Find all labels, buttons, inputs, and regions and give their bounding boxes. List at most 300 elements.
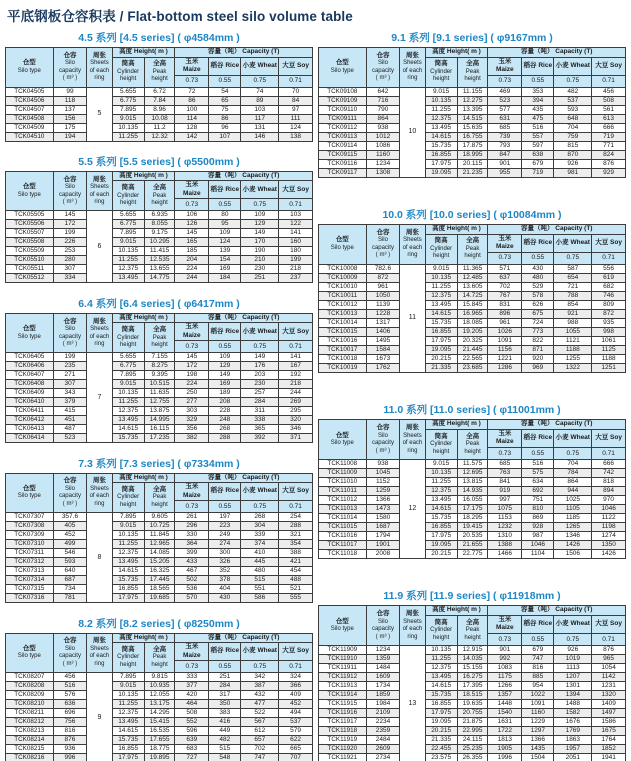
table-row — [6, 114, 313, 123]
header-cylinder-height: 筒高 Cylinder height — [425, 234, 457, 264]
peak-height-cell: 14.295 — [144, 709, 175, 718]
table-row — [6, 682, 313, 691]
capacity-cell: 199 — [53, 353, 87, 362]
soy-cell: 809 — [592, 300, 626, 309]
header-grain-maize: 玉米 Maize — [175, 57, 209, 75]
maize-cell: 224 — [175, 265, 209, 274]
series-section-4.5 — [5, 29, 313, 142]
peak-height-cell: 14.035 — [457, 654, 488, 663]
table-row — [319, 327, 626, 336]
capacity-cell: 1012 — [366, 132, 400, 141]
wheat-cell: 648 — [554, 114, 592, 123]
rice-cell: 268 — [209, 425, 241, 434]
capacity-cell: 456 — [53, 673, 87, 682]
soy-cell: 494 — [279, 709, 313, 718]
soy-cell: 237 — [279, 274, 313, 283]
maize-cell: 198 — [175, 371, 209, 380]
rice-cell: 169 — [209, 380, 241, 389]
capacity-cell: 1359 — [366, 654, 400, 663]
cylinder-height-cell: 16.855 — [112, 585, 144, 594]
wheat-cell: 387 — [241, 682, 279, 691]
rice-cell: 394 — [522, 96, 554, 105]
soy-cell: 97 — [279, 105, 313, 114]
header-grain-maize: 玉米 Maize — [175, 181, 209, 199]
header-capacity-group: 容量（吨） Capacity (T) — [175, 171, 313, 181]
wheat-cell: 587 — [554, 264, 592, 273]
soy-cell: 70 — [279, 87, 313, 96]
rice-cell: 1091 — [522, 699, 554, 708]
peak-height-cell: 26.355 — [457, 753, 488, 761]
soy-cell: 1409 — [592, 699, 626, 708]
header-peak-height: 全高 Peak height — [144, 57, 175, 87]
soy-cell: 218 — [279, 380, 313, 389]
soy-cell: 1675 — [592, 726, 626, 735]
capacity-cell: 756 — [53, 718, 87, 727]
soy-cell: 456 — [592, 87, 626, 96]
cylinder-height-cell: 10.135 — [425, 96, 457, 105]
capacity-cell: 145 — [53, 211, 87, 220]
soy-cell: 1061 — [592, 336, 626, 345]
cylinder-height-cell: 17.975 — [425, 159, 457, 168]
rice-cell: 352 — [209, 567, 241, 576]
header-cylinder-height: 筒高 Cylinder height — [425, 615, 457, 645]
rice-cell: 95 — [209, 220, 241, 229]
wheat-cell: 109 — [241, 211, 279, 220]
wheat-cell: 654 — [554, 273, 592, 282]
capacity-cell: 334 — [53, 274, 87, 283]
cylinder-height-cell: 10.135 — [425, 273, 457, 282]
table-row — [319, 87, 626, 96]
maize-cell: 702 — [488, 282, 522, 291]
maize-cell: 399 — [175, 549, 209, 558]
silo-type-cell: TCK07308 — [6, 522, 54, 531]
density-rice: 0.55 — [209, 341, 241, 353]
table-head — [6, 48, 313, 88]
wheat-cell: 926 — [554, 159, 592, 168]
soy-cell: 1586 — [592, 717, 626, 726]
header-height-group: 高度 Height( m ) — [425, 48, 488, 58]
rice-cell: 300 — [209, 549, 241, 558]
capacity-cell: 194 — [53, 132, 87, 141]
silo-type-cell: TCK11013 — [319, 504, 367, 513]
capacity-cell: 876 — [53, 736, 87, 745]
table-row — [6, 727, 313, 736]
peak-height-cell: 14.775 — [144, 274, 175, 283]
maize-cell: 1153 — [488, 513, 522, 522]
table-row — [319, 168, 626, 177]
maize-cell: 739 — [488, 132, 522, 141]
soy-cell: 561 — [592, 105, 626, 114]
soy-cell: 269 — [279, 398, 313, 407]
tables-right-column — [318, 29, 626, 761]
capacity-cell: 2109 — [366, 708, 400, 717]
capacity-cell: 696 — [53, 709, 87, 718]
rice-cell: 416 — [209, 718, 241, 727]
maize-cell: 106 — [175, 211, 209, 220]
header-height-group: 高度 Height( m ) — [112, 633, 175, 643]
cylinder-height-cell: 9.015 — [112, 114, 144, 123]
density-wheat: 0.75 — [241, 199, 279, 211]
header-cylinder-height: 筒高 Cylinder height — [112, 57, 144, 87]
tables-left-column — [5, 29, 313, 761]
wheat-cell: 788 — [554, 291, 592, 300]
density-maize: 0.73 — [175, 661, 209, 673]
wheat-cell: 190 — [241, 247, 279, 256]
maize-cell: 1466 — [488, 549, 522, 558]
wheat-cell: 1769 — [554, 726, 592, 735]
soy-cell: 872 — [592, 309, 626, 318]
silo-type-cell: TCK11913 — [319, 681, 367, 690]
wheat-cell: 784 — [554, 468, 592, 477]
table-row — [6, 700, 313, 709]
soy-cell: 1320 — [592, 690, 626, 699]
soy-cell: 742 — [592, 468, 626, 477]
wheat-cell: 338 — [241, 416, 279, 425]
capacity-cell: 636 — [53, 700, 87, 709]
silo-type-cell: TCK05506 — [6, 220, 54, 229]
cylinder-height-cell: 20.215 — [425, 549, 457, 558]
wheat-cell: 268 — [241, 513, 279, 522]
header-grain-wheat: 小麦 Wheat — [241, 483, 279, 501]
table-row — [319, 744, 626, 753]
capacity-cell: 1308 — [366, 168, 400, 177]
rice-cell: 969 — [522, 363, 554, 372]
header-grain-soy: 大豆 Soy — [279, 181, 313, 199]
silo-table-8.2 — [5, 633, 313, 761]
wheat-cell: 612 — [241, 727, 279, 736]
capacity-cell: 343 — [53, 389, 87, 398]
density-maize: 0.73 — [488, 447, 522, 459]
wheat-cell: 410 — [241, 549, 279, 558]
table-row — [6, 531, 313, 540]
maize-cell: 502 — [175, 576, 209, 585]
wheat-cell: 477 — [241, 700, 279, 709]
series-section-5.5 — [5, 153, 313, 284]
peak-height-cell: 6.72 — [144, 87, 175, 96]
silo-type-cell: TCK10014 — [319, 318, 367, 327]
table-row — [319, 105, 626, 114]
rice-cell: 822 — [522, 336, 554, 345]
capacity-cell: 307 — [53, 265, 87, 274]
table-head — [319, 225, 626, 265]
table-row — [6, 229, 313, 238]
maize-cell: 382 — [175, 434, 209, 443]
soy-cell: 665 — [279, 745, 313, 754]
silo-type-cell: TCK10011 — [319, 291, 367, 300]
header-grain-maize: 玉米 Maize — [488, 234, 522, 252]
peak-height-cell: 16.325 — [144, 567, 175, 576]
peak-height-cell: 18.775 — [144, 745, 175, 754]
cylinder-height-cell: 5.655 — [112, 353, 144, 362]
density-maize: 0.73 — [175, 199, 209, 211]
maize-cell: 685 — [488, 459, 522, 468]
table-body — [6, 211, 313, 283]
wheat-cell: 89 — [241, 96, 279, 105]
silo-type-cell: TCK11920 — [319, 744, 367, 753]
soy-cell: 138 — [279, 132, 313, 141]
wheat-cell: 374 — [241, 540, 279, 549]
capacity-cell: 1234 — [366, 159, 400, 168]
tables-layout — [5, 29, 626, 761]
rice-cell: 169 — [209, 265, 241, 274]
cylinder-height-cell: 11.255 — [425, 282, 457, 291]
cylinder-height-cell: 12.375 — [112, 549, 144, 558]
density-soy: 0.71 — [592, 252, 626, 264]
cylinder-height-cell: 11.255 — [112, 398, 144, 407]
wheat-cell: 515 — [241, 576, 279, 585]
soy-cell: 388 — [279, 549, 313, 558]
table-row — [319, 264, 626, 273]
sheets-cell: 10 — [400, 87, 425, 177]
table-row — [6, 594, 313, 603]
silo-table-6.4 — [5, 313, 313, 444]
header-sheets-per-ring: 周张 Sheets of each ring — [87, 473, 112, 513]
table-row — [319, 753, 626, 761]
capacity-cell: 1859 — [366, 690, 400, 699]
rice-cell: 251 — [209, 673, 241, 682]
series-section-11.0 — [318, 401, 626, 559]
silo-type-cell: TCK11912 — [319, 672, 367, 681]
wheat-cell: 854 — [554, 300, 592, 309]
maize-cell: 1540 — [488, 708, 522, 717]
maize-cell: 1722 — [488, 726, 522, 735]
peak-height-cell: 10.295 — [144, 238, 175, 247]
header-grain-soy: 大豆 Soy — [279, 483, 313, 501]
sheets-cell: 8 — [87, 513, 112, 603]
soy-cell: 1350 — [592, 540, 626, 549]
capacity-cell: 790 — [366, 105, 400, 114]
header-row-1 — [6, 473, 313, 483]
capacity-cell: 307 — [53, 380, 87, 389]
maize-cell: 523 — [488, 96, 522, 105]
table-row — [319, 132, 626, 141]
peak-height-cell: 7.84 — [144, 96, 175, 105]
table-row — [6, 434, 313, 443]
rice-cell: 724 — [522, 318, 554, 327]
silo-type-cell: TCK10015 — [319, 327, 367, 336]
header-grain-maize: 玉米 Maize — [175, 483, 209, 501]
rice-cell: 679 — [522, 159, 554, 168]
silo-type-cell: TCK10012 — [319, 300, 367, 309]
silo-type-cell: TCK04506 — [6, 96, 54, 105]
table-row — [6, 673, 313, 682]
rice-cell: 430 — [209, 594, 241, 603]
rice-cell: 284 — [209, 682, 241, 691]
series-title: 6.4 系列 [6.4 series] ( φ6417mm ) — [78, 297, 240, 310]
rice-cell: 480 — [522, 273, 554, 282]
density-rice: 0.55 — [522, 633, 554, 645]
header-grain-rice: 稻谷 Rice — [209, 57, 241, 75]
sheets-cell: 5 — [87, 87, 112, 141]
wheat-cell: 170 — [241, 238, 279, 247]
maize-cell: 433 — [175, 558, 209, 567]
header-grain-soy: 大豆 Soy — [279, 643, 313, 661]
rice-cell: 350 — [209, 700, 241, 709]
cylinder-height-cell: 15.735 — [425, 141, 457, 150]
capacity-cell: 2359 — [366, 726, 400, 735]
peak-height-cell: 19.685 — [144, 594, 175, 603]
header-row-1 — [319, 606, 626, 616]
table-row — [6, 513, 313, 522]
maize-cell: 1357 — [488, 690, 522, 699]
rice-cell: 885 — [522, 672, 554, 681]
capacity-cell: 576 — [53, 691, 87, 700]
maize-cell: 72 — [175, 87, 209, 96]
peak-height-cell: 18.085 — [457, 318, 488, 327]
series-section-8.2 — [5, 615, 313, 761]
density-maize: 0.73 — [175, 75, 209, 87]
rice-cell: 928 — [522, 522, 554, 531]
rice-cell: 475 — [522, 114, 554, 123]
cylinder-height-cell: 12.375 — [425, 291, 457, 300]
table-row — [319, 645, 626, 654]
peak-height-cell: 22.995 — [457, 726, 488, 735]
table-row — [6, 96, 313, 105]
wheat-cell: 1506 — [554, 549, 592, 558]
soy-cell: 613 — [592, 114, 626, 123]
wheat-cell: 1957 — [554, 744, 592, 753]
maize-cell: 831 — [488, 300, 522, 309]
density-wheat: 0.75 — [554, 447, 592, 459]
cylinder-height-cell: 14.615 — [112, 567, 144, 576]
soy-cell: 288 — [279, 522, 313, 531]
silo-type-cell: TCK05511 — [6, 265, 54, 274]
cylinder-height-cell: 14.615 — [425, 132, 457, 141]
peak-height-cell: 21.445 — [457, 345, 488, 354]
cylinder-height-cell: 15.735 — [112, 736, 144, 745]
capacity-cell: 137 — [53, 105, 87, 114]
header-capacity-group: 容量（吨） Capacity (T) — [175, 313, 313, 323]
maize-cell: 356 — [175, 425, 209, 434]
peak-height-cell: 16.535 — [144, 727, 175, 736]
cylinder-height-cell: 7.895 — [112, 105, 144, 114]
cylinder-height-cell: 9.015 — [112, 380, 144, 389]
maize-cell: 145 — [175, 229, 209, 238]
silo-table-5.5 — [5, 171, 313, 284]
cylinder-height-cell: 17.975 — [425, 531, 457, 540]
capacity-cell: 734 — [53, 585, 87, 594]
header-height-group: 高度 Height( m ) — [112, 48, 175, 58]
cylinder-height-cell: 9.015 — [425, 264, 457, 273]
header-silo-type: 仓型 Silo type — [6, 48, 54, 88]
rice-cell: 1046 — [522, 540, 554, 549]
table-row — [319, 495, 626, 504]
maize-cell: 571 — [488, 264, 522, 273]
rice-cell: 529 — [522, 282, 554, 291]
cylinder-height-cell: 9.015 — [112, 238, 144, 247]
wheat-cell: 149 — [241, 353, 279, 362]
rice-cell: 80 — [209, 211, 241, 220]
maize-cell: 901 — [488, 645, 522, 654]
rice-cell: 575 — [522, 468, 554, 477]
maize-cell: 261 — [175, 513, 209, 522]
wheat-cell: 747 — [241, 754, 279, 761]
peak-height-cell: 17.395 — [457, 681, 488, 690]
cylinder-height-cell: 9.015 — [425, 459, 457, 468]
table-row — [6, 425, 313, 434]
silo-type-cell: TCK10008 — [319, 264, 367, 273]
wheat-cell: 284 — [241, 398, 279, 407]
table-row — [319, 672, 626, 681]
cylinder-height-cell: 16.855 — [425, 522, 457, 531]
maize-cell: 333 — [175, 673, 209, 682]
table-row — [319, 114, 626, 123]
cylinder-height-cell: 17.975 — [112, 754, 144, 761]
rice-cell: 404 — [209, 585, 241, 594]
silo-type-cell: TCK11015 — [319, 522, 367, 531]
header-sheets-per-ring: 周张 Sheets of each ring — [400, 48, 425, 88]
capacity-cell: 1762 — [366, 363, 400, 372]
table-row — [6, 745, 313, 754]
rice-cell: 149 — [209, 371, 241, 380]
soy-cell: 719 — [592, 132, 626, 141]
rice-cell: 124 — [209, 238, 241, 247]
soy-cell: 818 — [592, 477, 626, 486]
header-capacity-group: 容量（吨） Capacity (T) — [488, 606, 626, 616]
silo-type-cell: TCK06408 — [6, 380, 54, 389]
wheat-cell: 1113 — [554, 663, 592, 672]
table-row — [6, 691, 313, 700]
silo-type-cell: TCK08215 — [6, 745, 54, 754]
silo-type-cell: TCK11921 — [319, 753, 367, 761]
capacity-cell: 452 — [53, 531, 87, 540]
series-title: 11.9 系列 [11.9 series] ( φ11918mm ) — [383, 590, 561, 603]
soy-cell: 894 — [592, 486, 626, 495]
capacity-cell: 156 — [53, 114, 87, 123]
soy-cell: 295 — [279, 407, 313, 416]
capacity-cell: 1609 — [366, 672, 400, 681]
soy-cell: 218 — [279, 265, 313, 274]
maize-cell: 277 — [175, 398, 209, 407]
wheat-cell: 1025 — [554, 495, 592, 504]
capacity-cell: 1984 — [366, 699, 400, 708]
peak-height-cell: 23.685 — [457, 363, 488, 372]
sheets-cell: 6 — [87, 211, 112, 283]
soy-cell: 1198 — [592, 522, 626, 531]
wheat-cell: 1121 — [554, 336, 592, 345]
header-cylinder-height: 筒高 Cylinder height — [425, 429, 457, 459]
wheat-cell: 864 — [554, 477, 592, 486]
cylinder-height-cell: 17.975 — [425, 708, 457, 717]
peak-height-cell: 18.515 — [457, 690, 488, 699]
maize-cell: 244 — [175, 274, 209, 283]
header-grain-maize: 玉米 Maize — [488, 429, 522, 447]
header-silo-capacity: 仓容 Silo capacity ( m³ ) — [53, 313, 87, 353]
density-wheat: 0.75 — [241, 501, 279, 513]
table-body — [319, 459, 626, 558]
series-section-6.4 — [5, 295, 313, 444]
soy-cell: 929 — [592, 168, 626, 177]
capacity-cell: 864 — [366, 114, 400, 123]
wheat-cell: 721 — [554, 282, 592, 291]
header-peak-height: 全高 Peak height — [144, 483, 175, 513]
silo-type-cell: TCK07314 — [6, 576, 54, 585]
peak-height-cell: 12.915 — [457, 645, 488, 654]
cylinder-height-cell: 5.655 — [112, 211, 144, 220]
header-row-1 — [6, 48, 313, 58]
peak-height-cell: 21.235 — [457, 168, 488, 177]
header-grain-maize: 玉米 Maize — [488, 57, 522, 75]
header-cylinder-height: 筒高 Cylinder height — [112, 323, 144, 353]
header-silo-type: 仓型 Silo type — [319, 606, 367, 646]
rice-cell: 86 — [209, 114, 241, 123]
maize-cell: 329 — [175, 416, 209, 425]
capacity-cell: 642 — [366, 87, 400, 96]
table-row — [319, 282, 626, 291]
rice-cell: 516 — [522, 459, 554, 468]
wheat-cell: 203 — [241, 371, 279, 380]
capacity-cell: 546 — [53, 549, 87, 558]
